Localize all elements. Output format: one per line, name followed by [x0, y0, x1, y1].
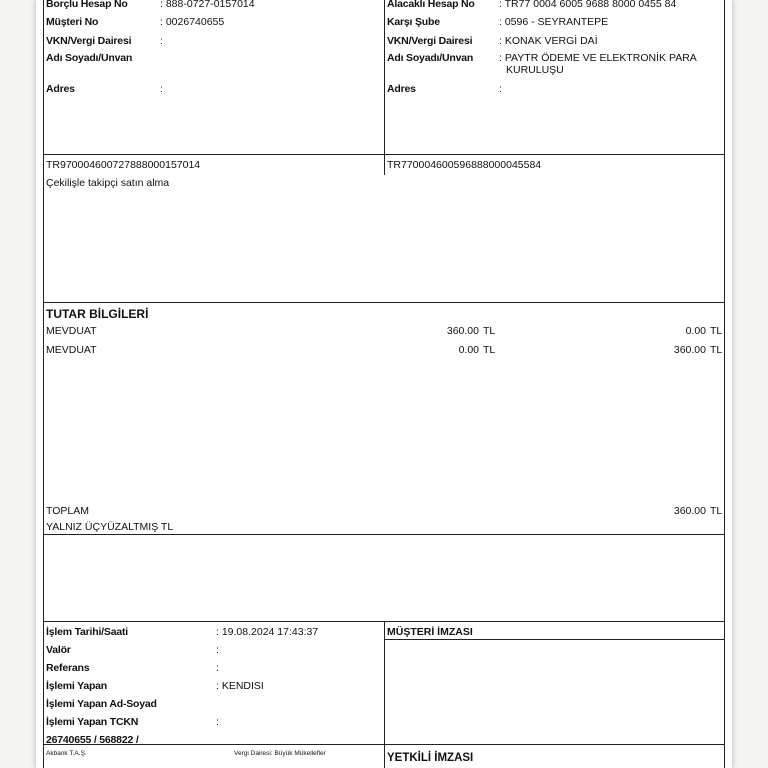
debtor-customer-label: Müşteri No	[46, 16, 99, 28]
creditor-account-value: : TR77 0004 6005 9688 8000 0455 84	[499, 0, 677, 10]
amount-row-2-type: MEVDUAT	[46, 344, 97, 356]
performed-by-tckn-label: İşlemi Yapan TCKN	[46, 716, 139, 728]
performed-by-name-label: İşlemi Yapan Ad-Soyad	[46, 698, 157, 710]
total-label: TOPLAM	[46, 505, 89, 517]
reference-label: Referans	[46, 662, 90, 674]
creditor-branch-label: Karşı Şube	[387, 16, 440, 28]
amount-row-1-mid-currency: TL	[483, 325, 496, 337]
transfer-description: Çekilişle takipçi satın alma	[46, 177, 170, 189]
amount-words-line	[43, 534, 725, 535]
iban-divider	[384, 155, 385, 175]
customer-signature-title-line	[384, 639, 725, 640]
valor-value: :	[216, 644, 219, 656]
debtor-address-value: :	[160, 83, 163, 95]
creditor-address-label: Adres	[387, 83, 416, 95]
amount-row-2-mid: 0.00	[458, 344, 479, 356]
creditor-tax-value: : KONAK VERGİ DAİ	[499, 35, 598, 47]
amounts-heading: TUTAR BİLGİLERİ	[46, 307, 149, 321]
amount-row-1-mid: 360.00	[446, 325, 479, 337]
transaction-date-value: : 19.08.2024 17:43:37	[216, 626, 319, 638]
debtor-name-label: Adı Soyadı/Unvan	[46, 52, 133, 64]
debtor-customer-value: : 0026740655	[160, 16, 225, 28]
amount-row-1-right-currency: TL	[710, 325, 723, 337]
creditor-name-value-line2: KURULUŞU	[506, 64, 564, 76]
creditor-address-value: :	[499, 83, 502, 95]
authorized-signature-title: YETKİLİ İMZASI	[387, 752, 474, 764]
customer-signature-title: MÜŞTERİ İMZASI	[387, 626, 473, 638]
amount-row-2-right-currency: TL	[710, 344, 723, 356]
creditor-account-label: Alacaklı Hesap No	[387, 0, 475, 10]
creditor-name-value-line1: : PAYTR ÖDEME VE ELEKTRONİK PARA	[499, 52, 697, 64]
performed-by-tckn-value: :	[216, 716, 219, 728]
transaction-code: 26740655 / 568822 /	[46, 734, 139, 746]
right-border	[724, 0, 725, 768]
transaction-date-label: İşlem Tarihi/Saati	[46, 626, 128, 638]
total-value: 360.00	[673, 505, 706, 517]
debtor-address-label: Adres	[46, 83, 75, 95]
valor-label: Valör	[46, 644, 71, 656]
amount-row-2-right: 360.00	[673, 344, 706, 356]
signature-divider	[384, 621, 385, 768]
performed-by-label: İşlemi Yapan	[46, 680, 108, 692]
debtor-tax-value: :	[160, 35, 163, 47]
debtor-account-label: Borçlu Hesap No	[46, 0, 128, 10]
debtor-tax-label: VKN/Vergi Dairesi	[46, 35, 132, 47]
total-currency: TL	[710, 505, 723, 517]
creditor-iban: TR770004600596888000045584	[387, 159, 542, 171]
performed-by-value: : KENDISI	[216, 680, 264, 692]
header-divider	[384, 0, 385, 155]
amount-row-2-mid-currency: TL	[483, 344, 496, 356]
creditor-name-label: Adı Soyadı/Unvan	[387, 52, 474, 64]
footer-bank-name: Akbank T.A.Ş.	[46, 750, 87, 757]
customer-signature-bottom-line	[384, 744, 725, 745]
creditor-tax-label: VKN/Vergi Dairesi	[387, 35, 473, 47]
description-bottom-line	[43, 302, 725, 303]
reference-value: :	[216, 662, 219, 674]
footer-tax-office: Vergi Dairesi: Büyük Mükellefler	[234, 750, 326, 757]
debtor-account-value: : 888-0727-0157014	[160, 0, 255, 10]
amount-row-1-right: 0.00	[685, 325, 706, 337]
debtor-iban: TR970004600727888000157014	[46, 159, 201, 171]
amount-row-1-type: MEVDUAT	[46, 325, 97, 337]
left-border	[43, 0, 44, 768]
creditor-branch-value: : 0596 - SEYRANTEPE	[499, 16, 609, 28]
amount-in-words: YALNIZ ÜÇYÜZALTMIŞ TL	[46, 521, 174, 533]
